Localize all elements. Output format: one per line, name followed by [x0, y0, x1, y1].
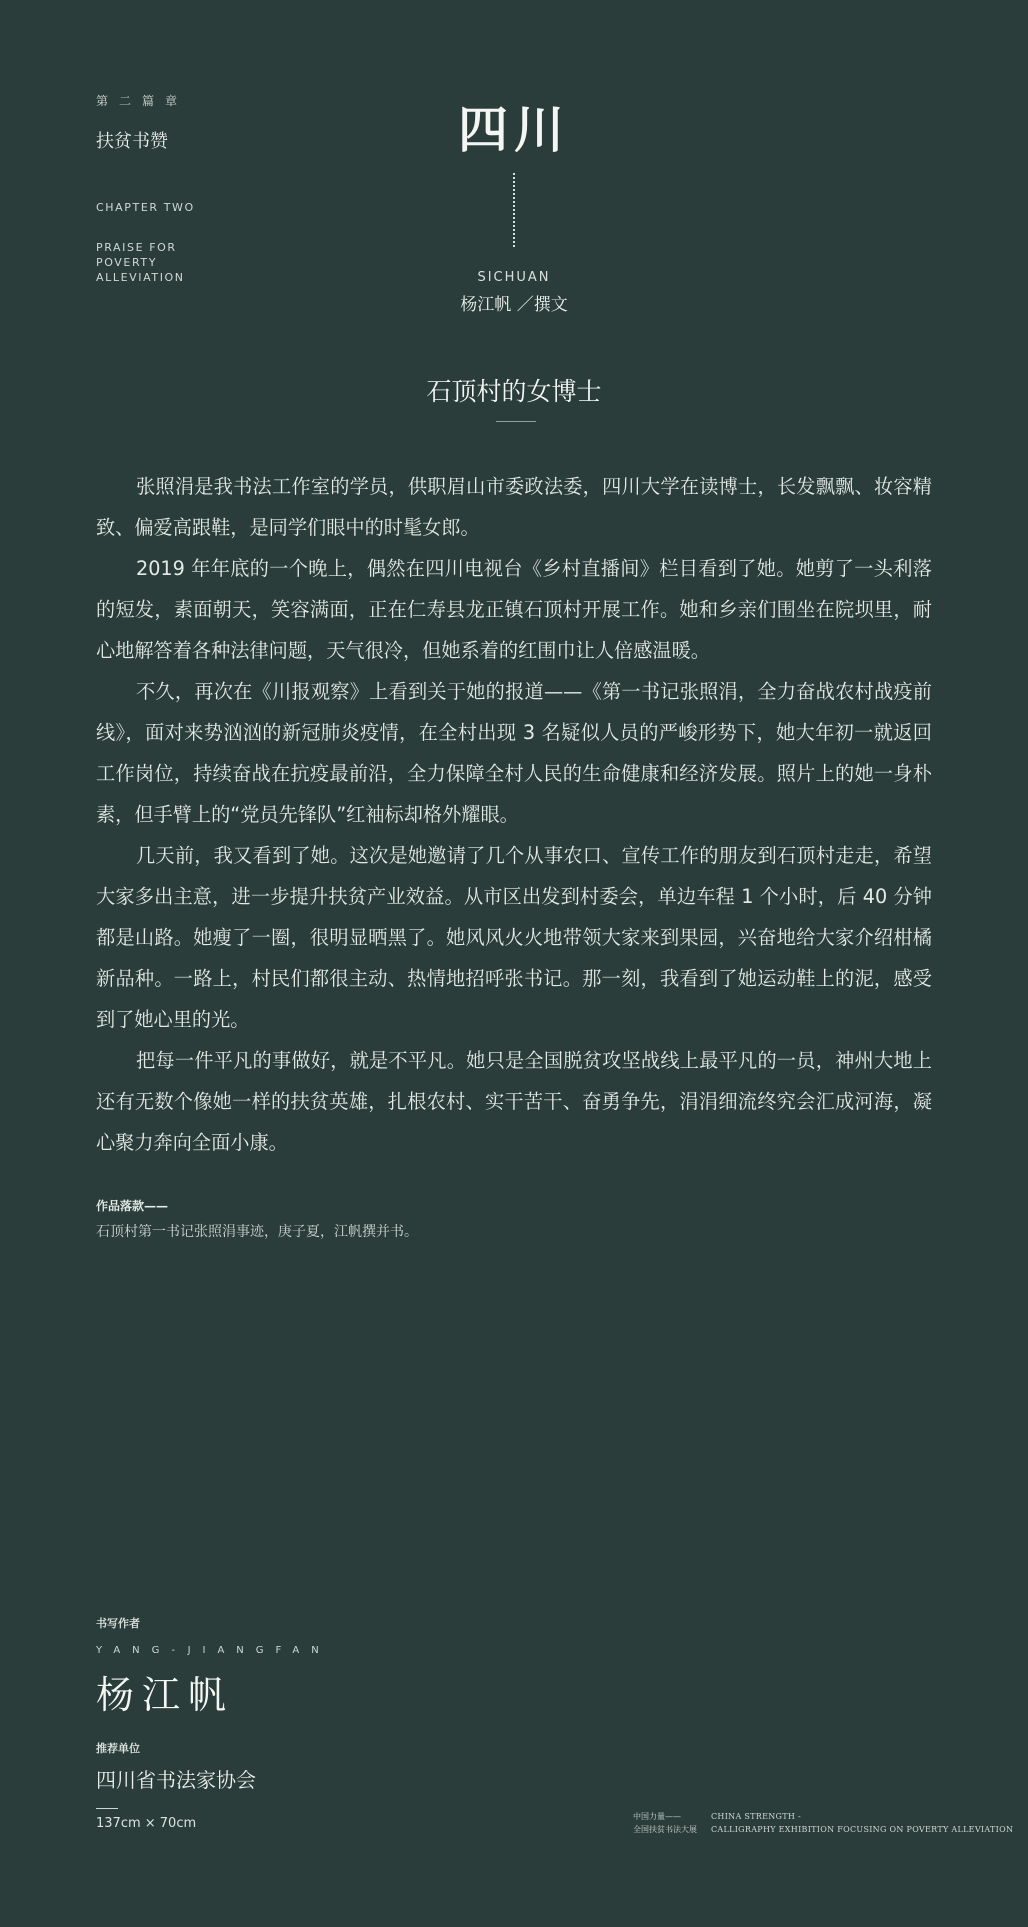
- series-title-en: PRAISE FOR POVERTY ALLEVIATION: [96, 241, 185, 284]
- paragraph: 不久，再次在《川报观察》上看到关于她的报道——《第一书记张照涓，全力奋战农村战疫前线》，面对来势汹汹的新冠肺炎疫情，在全村出现 3 名疑似人员的严峻形势下，她大年初一就返回工作岗位，持续奋战在抗疫最前沿，全力保障全村人民的生命健康和经济发展。照片上的她一身朴素，但手臂上的“党员先锋队”红袖标却格外耀眼。: [96, 680, 932, 826]
- footer-exhibition-en: [711, 1810, 1013, 1836]
- paragraph: 2019 年年底的一个晚上，偶然在四川电视台《乡村直播间》栏目看到了她。她剪了一头利落的短发，素面朝天，笑容满面，正在仁寿县龙正镇石顶村开展工作。她和乡亲们围坐在院坝里，耐心地解答着各种法律问题，天气很冷，但她系着的红围巾让人倍感温暖。: [96, 557, 932, 662]
- title-underline: [496, 421, 536, 422]
- recommending-unit: 四川省书法家协会: [96, 1768, 256, 1792]
- chapter-label-cn: 第二篇章: [96, 94, 189, 108]
- footer-cn-line2: 全国扶贫书法大展: [633, 1825, 697, 1834]
- footer-cn-line1: 中国力量——: [633, 1812, 681, 1821]
- author-name-cn: 杨江帆: [96, 1673, 235, 1717]
- footer-exhibition-cn: [633, 1810, 697, 1836]
- chapter-label-en: CHAPTER TWO: [96, 201, 195, 214]
- artwork-size: 137cm × 70cm: [96, 1816, 197, 1831]
- author-heading: 书写作者: [96, 1617, 140, 1630]
- paragraph: 张照涓是我书法工作室的学员，供职眉山市委政法委，四川大学在读博士，长发飘飘、妆容精致、偏爱高跟鞋，是同学们眼中的时髦女郎。: [96, 475, 932, 539]
- recommending-unit-heading: 推荐单位: [96, 1742, 140, 1755]
- footer-en-line2: CALLIGRAPHY EXHIBITION FOCUSING ON POVERTY ALLEVIATION: [711, 1825, 1014, 1834]
- region-title: 四川: [458, 100, 570, 159]
- series-title-cn: 扶贫书赞: [96, 131, 168, 152]
- paragraph: 几天前，我又看到了她。这次是她邀请了几个从事农口、宣传工作的朋友到石顶村走走，希望大家多出主意，进一步提升扶贫产业效益。从市区出发到村委会，单边车程 1 个小时，后 40 分钟都是山路。她瘦了一圈，很明显晒黑了。她风风火火地带领大家来到果园，兴奋地给大家介绍柑橘新品种。一路上，村民们都很主动、热情地招呼张书记。那一刻，我看到了她运动鞋上的泥，感受到了她心里的光。: [96, 844, 932, 1031]
- article-title: 石顶村的女博士: [426, 377, 602, 406]
- size-divider: [96, 1808, 118, 1809]
- byline: 杨江帆 ／撰文: [460, 295, 568, 315]
- footer-en-line1: CHINA STRENGTH -: [711, 1812, 802, 1821]
- article-body: [96, 466, 932, 1163]
- dotted-divider: [513, 173, 515, 247]
- paragraph: 把每一件平凡的事做好，就是不平凡。她只是全国脱贫攻坚战线上最平凡的一员，神州大地上还有无数个像她一样的扶贫英雄，扎根农村、实干苦干、奋勇争先，涓涓细流终究会汇成河海，凝心聚力奔向全面小康。: [96, 1049, 932, 1154]
- colophon-text: 石顶村第一书记张照涓事迹，庚子夏，江帆撰并书。: [96, 1224, 418, 1240]
- colophon-heading: 作品落款——: [96, 1199, 169, 1213]
- region-title-en: SICHUAN: [477, 270, 551, 285]
- author-name-en: YANG-JIANGFAN: [96, 1645, 331, 1656]
